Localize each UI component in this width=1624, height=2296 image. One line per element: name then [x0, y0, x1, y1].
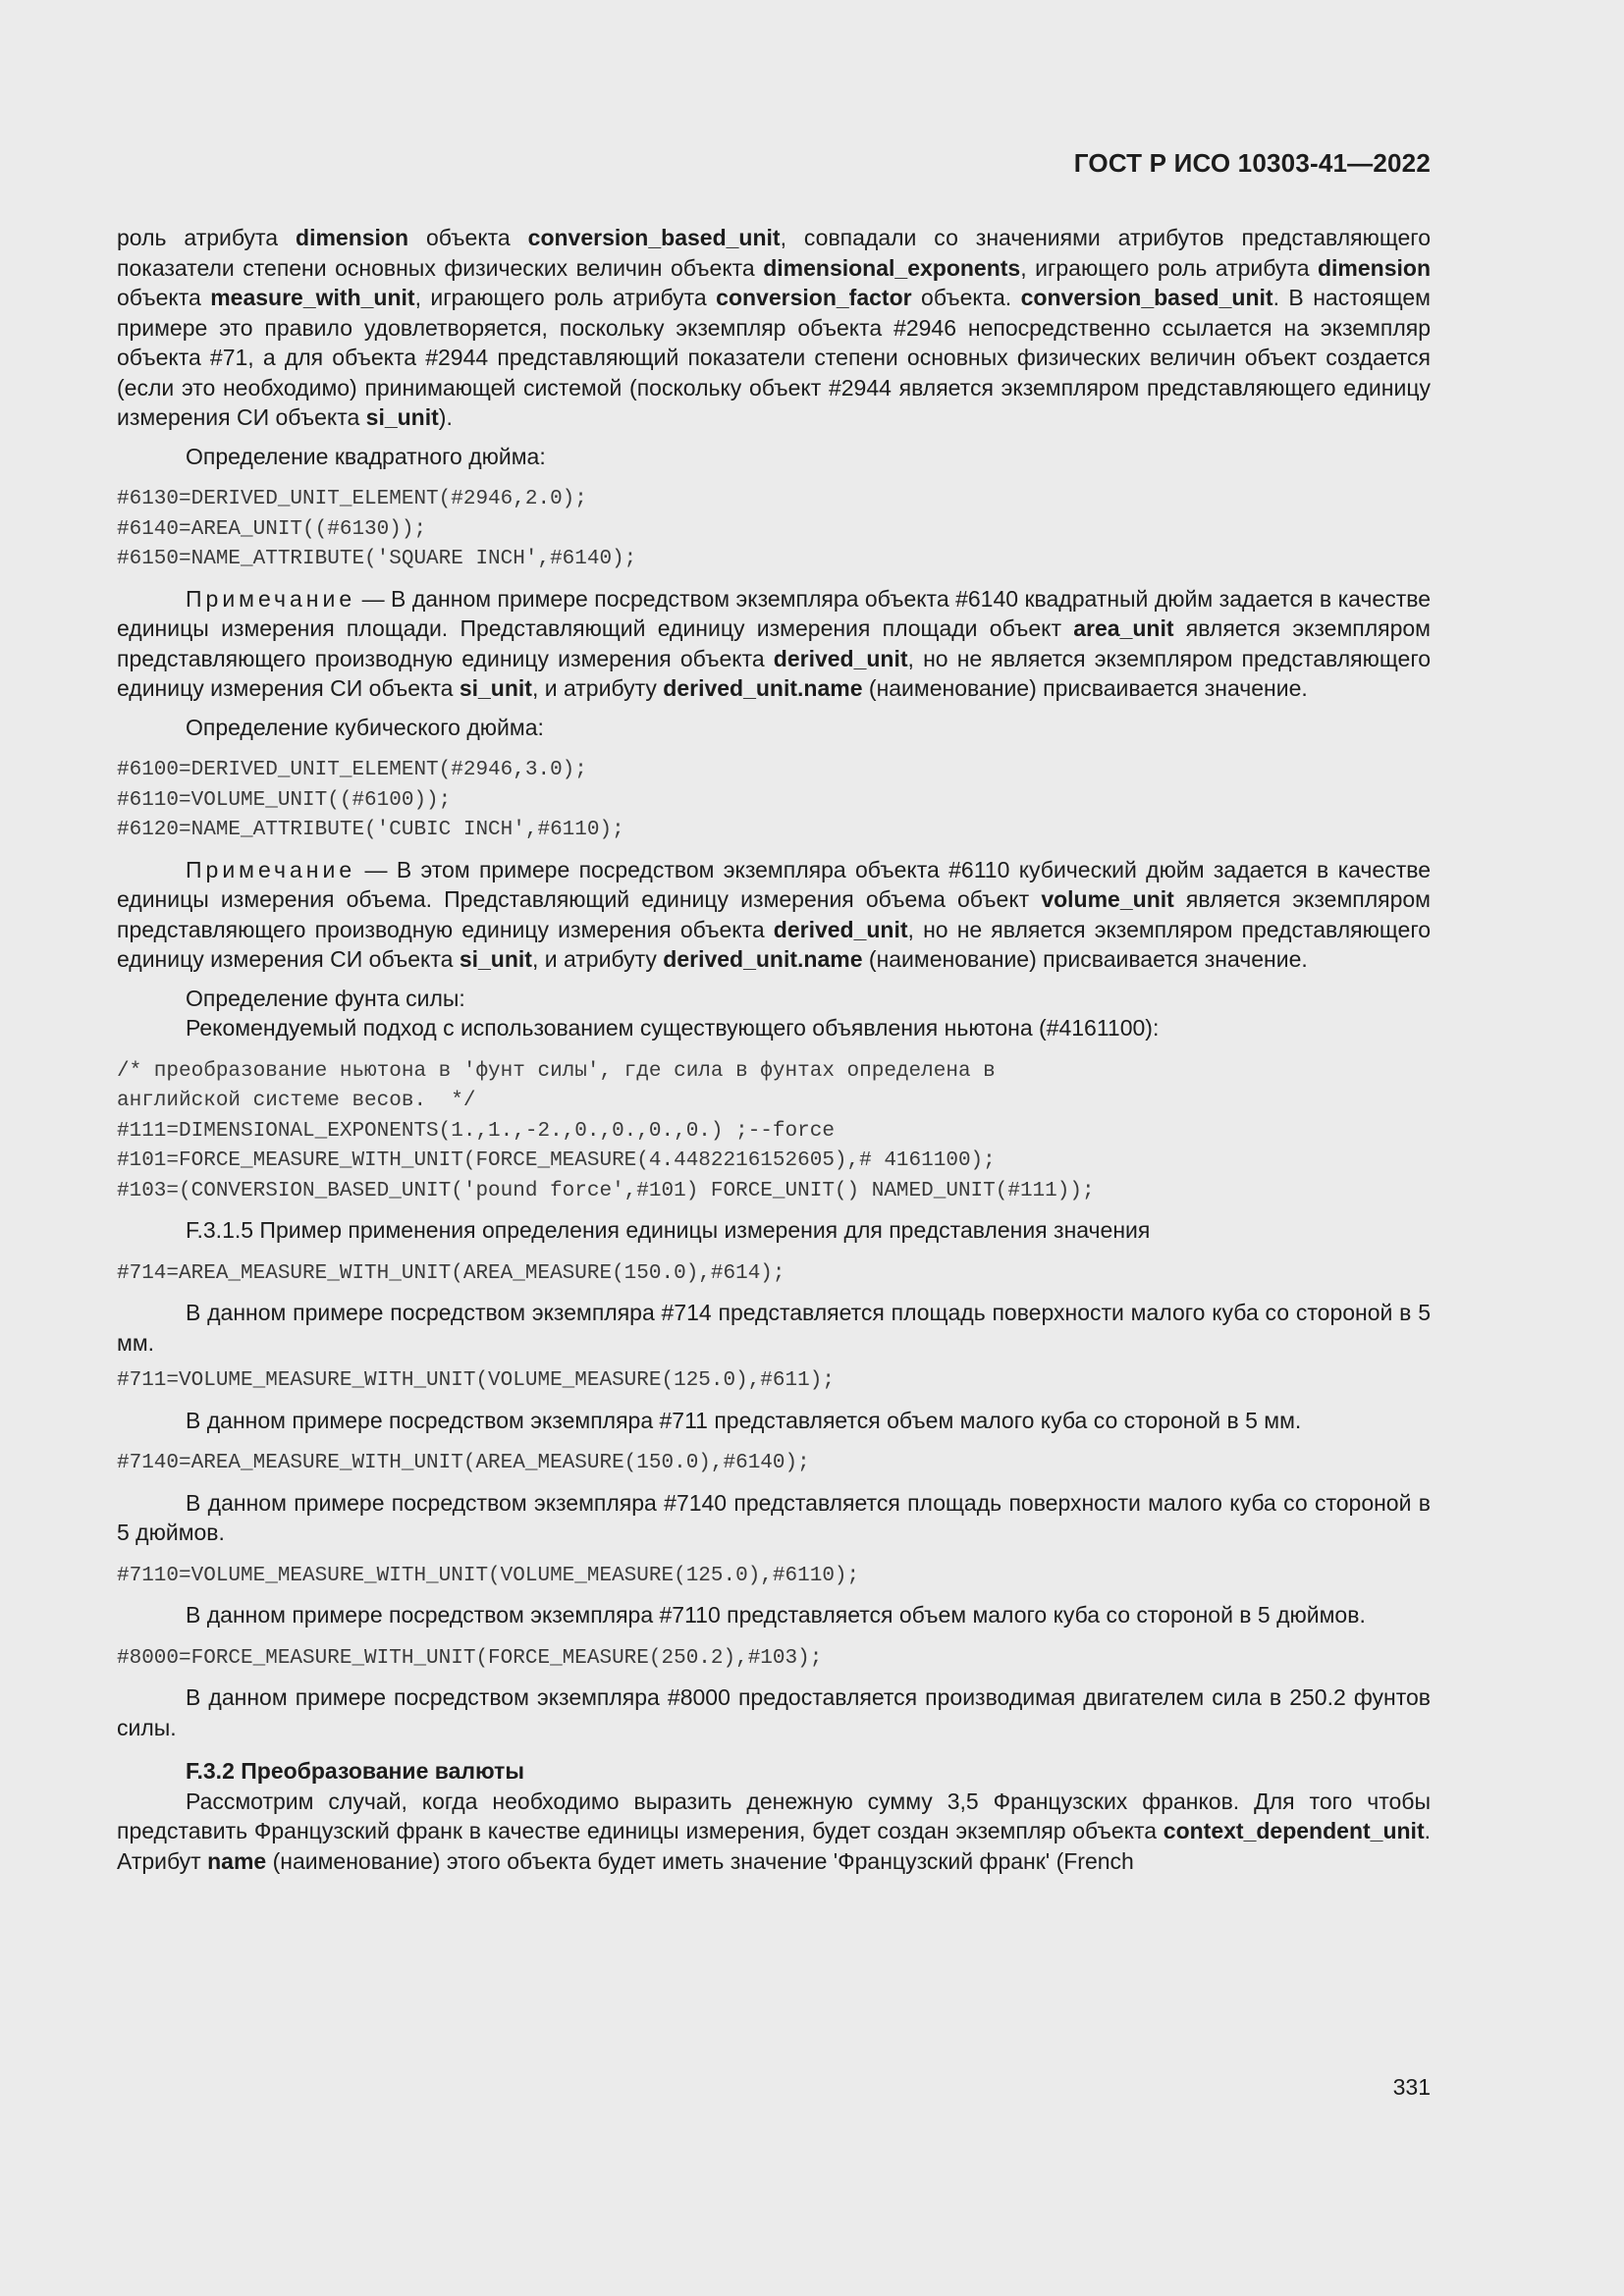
entity-name: derived_unit.name — [663, 675, 863, 701]
entity-name: si_unit — [459, 946, 532, 972]
entity-name: conversion_based_unit — [527, 225, 781, 250]
entity-name: si_unit — [365, 404, 439, 430]
pound-force-intro: Определение фунта силы: — [186, 985, 465, 1011]
entity-name: si_unit — [459, 675, 532, 701]
text-run: является экземпляром представляющего производную единицу измерения объекта — [117, 615, 1431, 671]
text-run: . В настоящем примере это правило удовлетворяется, поскольку экземпляр объекта #2946 непосредственно ссылается на экземпляр объекта #71, а для объекта #2944 представляющий показатели степени основных физических величин объект создается (если это необходимо) принимающей системой (поскольку объект #2944 является экземпляром представляющего единицу измерения СИ объекта — [117, 285, 1431, 430]
text-run: , играющего роль атрибута — [414, 285, 717, 310]
code-line: #6100=DERIVED_UNIT_ELEMENT(#2946,3.0); — [117, 759, 587, 781]
entity-name: dimension — [1317, 254, 1431, 281]
document-header: ГОСТ Р ИСО 10303-41—2022 — [1073, 148, 1431, 178]
code-line: #6150=NAME_ATTRIBUTE('SQUARE INCH',#6140); — [117, 548, 637, 570]
code-line-711: #711=VOLUME_MEASURE_WITH_UNIT(VOLUME_MEASURE(125.0),#611); — [117, 1369, 835, 1392]
cubic-inch-intro: Определение кубического дюйма: — [186, 714, 544, 740]
note-label: Примечание — [186, 856, 356, 882]
entity-name: conversion_based_unit — [1020, 285, 1273, 310]
document-body — [117, 223, 1431, 1885]
text-run: (наименование) присваивается значение. — [862, 675, 1308, 701]
paragraph-8000: В данном примере посредством экземпляра #8000 предоставляется производимая двигателем сила в 250.2 фунтов силы. — [117, 1684, 1431, 1740]
code-line-8000: #8000=FORCE_MEASURE_WITH_UNIT(FORCE_MEASURE(250.2),#103); — [117, 1646, 823, 1670]
entity-name: dimensional_exponents — [763, 254, 1021, 281]
entity-name: context_dependent_unit — [1163, 1818, 1425, 1843]
paragraph-conversion-rule — [117, 223, 1431, 433]
code-line: #111=DIMENSIONAL_EXPONENTS(1.,1.,-2.,0.,0.,0.,0.) ;--force — [117, 1119, 835, 1143]
text-run: ). — [438, 404, 453, 430]
paragraph-7110: В данном примере посредством экземпляра #7110 представляется объем малого куба со стороной в 5 дюймов. — [186, 1602, 1366, 1628]
document-page — [117, 0, 1431, 2296]
pound-force-approach: Рекомендуемый подход с использованием существующего объявления ньютона (#4161100): — [186, 1015, 1160, 1041]
entity-name: area_unit — [1073, 615, 1174, 641]
text-run: объекта — [408, 225, 528, 250]
text-run: , и атрибуту — [531, 946, 664, 972]
entity-name: volume_unit — [1041, 886, 1174, 912]
entity-name: derived_unit.name — [663, 946, 863, 972]
text-run: , но не является экземпляром представляющего единицу измерения СИ объекта — [117, 916, 1431, 972]
section-heading-f32: F.3.2 Преобразование валюты — [186, 1758, 524, 1784]
code-block-cubic-inch — [117, 756, 1431, 846]
text-run: является экземпляром представляющего производную единицу измерения объекта — [117, 886, 1431, 942]
section-heading-f315: F.3.1.5 Пример применения определения единицы измерения для представления значения — [186, 1217, 1151, 1243]
note-cubic-inch — [117, 855, 1431, 975]
text-run: роль атрибута — [117, 225, 297, 250]
text-run: — В данном примере посредством экземпляра объекта #6140 квадратный дюйм задается в качестве единицы измерения площади. Представляющий единицу измерения площади объект — [117, 585, 1431, 641]
entity-name: measure_with_unit — [210, 285, 415, 310]
text-run: объекта. — [911, 285, 1021, 310]
note-label: Примечание — [186, 585, 356, 612]
code-line: #6130=DERIVED_UNIT_ELEMENT(#2946,2.0); — [117, 488, 587, 510]
text-run: Рассмотрим случай, когда необходимо выразить денежную сумму 3,5 Французских франков. Для того чтобы представить Французский франк в качестве единицы измерения, будет создан экземпляр объекта — [117, 1788, 1431, 1843]
text-run: , и атрибуту — [531, 675, 664, 701]
entity-name: dimension — [296, 225, 409, 250]
entity-name: conversion_factor — [716, 285, 912, 310]
paragraph-7140: В данном примере посредством экземпляра #7140 представляется площадь поверхности малого куба со стороной в 5 дюймов. — [117, 1489, 1431, 1545]
text-run: , совпадали со значениями атрибутов представляющего показатели степени основных физических величин объекта — [117, 225, 1431, 281]
text-run: объекта — [117, 285, 211, 310]
code-line: английской системе весов. */ — [117, 1090, 476, 1112]
code-line: #101=FORCE_MEASURE_WITH_UNIT(FORCE_MEASURE(4.4482216152605),# 4161100); — [117, 1149, 996, 1172]
code-line: #6140=AREA_UNIT((#6130)); — [117, 517, 427, 541]
text-run: (наименование) присваивается значение. — [862, 946, 1308, 972]
text-run: , играющего роль атрибута — [1020, 254, 1318, 281]
paragraph-currency — [117, 1787, 1431, 1877]
note-square-inch — [117, 584, 1431, 704]
code-line: #6110=VOLUME_UNIT((#6100)); — [117, 788, 452, 812]
code-line-714: #714=AREA_MEASURE_WITH_UNIT(AREA_MEASURE(150.0),#614); — [117, 1261, 785, 1285]
entity-name: derived_unit — [773, 916, 908, 942]
paragraph-711: В данном примере посредством экземпляра #711 представляется объем малого куба со стороной в 5 мм. — [186, 1407, 1302, 1433]
code-block-pound-force — [117, 1057, 1431, 1207]
code-line: #103=(CONVERSION_BASED_UNIT('pound force',#101) FORCE_UNIT() NAMED_UNIT(#111)); — [117, 1179, 1095, 1202]
entity-name: derived_unit — [773, 645, 908, 671]
code-line-7110: #7110=VOLUME_MEASURE_WITH_UNIT(VOLUME_MEASURE(125.0),#6110); — [117, 1564, 860, 1587]
text-run: — В этом примере посредством экземпляра объекта #6110 кубический дюйм задается в качестве единицы измерения объема. Представляющий единицу измерения объема объект — [117, 856, 1431, 912]
paragraph-714: В данном примере посредством экземпляра #714 представляется площадь поверхности малого куба со стороной в 5 мм. — [117, 1300, 1431, 1356]
code-line: #6120=NAME_ATTRIBUTE('CUBIC INCH',#6110); — [117, 819, 624, 841]
text-run: . Атрибут — [117, 1818, 1431, 1874]
square-inch-intro: Определение квадратного дюйма: — [186, 443, 546, 469]
page-number: 331 — [1392, 2074, 1431, 2100]
entity-name: name — [207, 1847, 267, 1874]
code-line-7140: #7140=AREA_MEASURE_WITH_UNIT(AREA_MEASURE(150.0),#6140); — [117, 1452, 810, 1474]
code-block-square-inch — [117, 485, 1431, 575]
text-run: (наименование) этого объекта будет иметь значение 'Французский франк' (French — [266, 1847, 1134, 1874]
text-run: , но не является экземпляром представляющего единицу измерения СИ объекта — [117, 645, 1431, 701]
code-line: /* преобразование ньютона в 'фунт силы', где сила в фунтах определена в — [117, 1059, 996, 1083]
